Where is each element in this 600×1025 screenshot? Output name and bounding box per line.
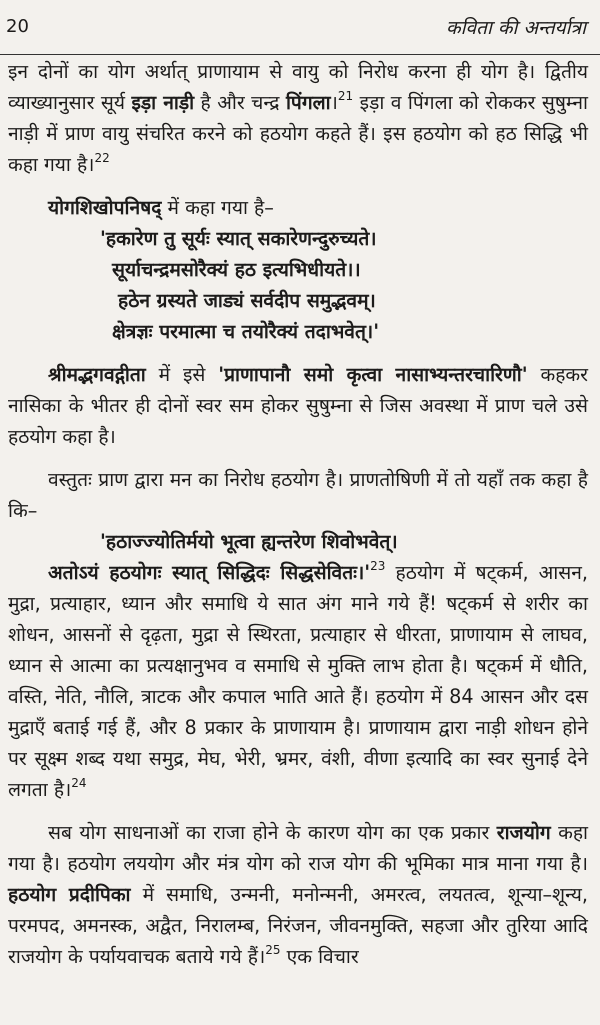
paragraph-4	[8, 464, 588, 526]
page-number: 20	[6, 16, 29, 37]
verse-line: हठेन ग्रस्यते जाड्यं सर्वदीप समुद्भवम्।	[118, 289, 376, 312]
text-run: में कहा गया है–	[161, 196, 274, 219]
bold-term: योगशिखोपनिषद्	[48, 196, 162, 219]
text-run: ।	[330, 91, 338, 114]
paragraph-6	[8, 817, 588, 972]
text-run: में समाधि, उन्मनी, मनोन्मनी, अमरत्व, लयतत्व, शून्या–शून्य, परमपद, अमनस्क, अद्वैत, निरालम्ब, निरंजन, जीवनमुक्ति, सहजा और तुरिया आदि राजयोग के पर्यायवाचक बताये गये हैं।	[8, 883, 588, 968]
text-run: वस्तुतः प्राण द्वारा मन का निरोध हठयोग है। प्राणतोषिणी में तो यहाँ तक कहा है कि–	[8, 468, 588, 522]
footnote-ref: 22	[94, 151, 110, 165]
paragraph-3	[8, 359, 588, 452]
verse-line: सूर्याचन्द्रमसोरैक्यं हठ इत्यभिधीयते।।	[112, 258, 361, 281]
bold-term: पिंगला	[285, 91, 331, 114]
body-text	[8, 56, 588, 972]
text-run: इन दोनों का योग अर्थात् प्राणायाम से वायु को निरोध करना ही योग है। द्वितीय व्याख्यानुसार सूर्य	[8, 60, 588, 114]
verse-line: 'हकारेण तु सूर्यः स्यात् सकारेणन्दुरुच्यते।	[100, 227, 377, 250]
bold-term: इड़ा नाड़ी	[131, 91, 195, 114]
verse-line: क्षेत्रज्ञः परमात्मा च तयोरैक्यं तदाभवेत्।'	[112, 320, 380, 343]
bold-term: हठयोग प्रदीपिका	[8, 883, 131, 906]
footnote-ref: 23	[370, 559, 386, 573]
footnote-ref: 24	[71, 776, 87, 790]
page-header	[0, 14, 600, 42]
verse-line: अतोऽयं हठयोगः स्यात् सिद्धिदः सिद्धसेवितः।'	[48, 561, 371, 584]
bold-term: श्रीमद्भगवद्गीता	[48, 363, 146, 386]
paragraph-5	[8, 557, 588, 805]
text-run: हठयोग में षट्कर्म, आसन, मुद्रा, प्रत्याहार, ध्यान और समाधि ये सात अंग माने गये हैं! षट्कर्म से शरीर का शोधन, आसनों से दृढ़ता, मुद्रा से स्थिरता, प्रत्याहार से धीरता, प्राणायाम से लाघव, ध्यान से आत्मा का प्रत्यक्षानुभव व समाधि से मुक्ति लाभ होता है। षट्कर्म में धौति, वस्ति, नेति, नौलि, त्राटक और कपाल भाति आते हैं। हठयोग में 84 आसन और दस मुद्राएँ बताई गई हैं, और 8 प्रकार के प्राणायाम है। प्राणायाम द्वारा नाड़ी शोधन होने पर सूक्ष्म शब्द यथा समुद्र, मेघ, भेरी, भ्रमर, वंशी, वीणा इत्यादि का स्वर सुनाई देने लगता है।	[8, 561, 588, 801]
text-run: कहा गया है। हठयोग लययोग और मंत्र योग को राज योग की भूमिका मात्र माना गया है।	[8, 821, 588, 875]
paragraph-2	[8, 192, 588, 223]
text-run: एक विचार	[280, 945, 359, 968]
text-run: कहकर नासिका के भीतर ही दोनों स्वर सम होकर सुषुम्ना से जिस अवस्था में प्राण चले उसे हठयोग कहा है।	[8, 363, 588, 448]
bold-quote: 'प्राणापानौ समो कृत्वा नासाभ्यन्तरचारिणौ'	[218, 363, 528, 386]
text-run: सब योग साधनाओं का राजा होने के कारण योग का एक प्रकार	[48, 821, 497, 844]
text-run: में इसे	[145, 363, 219, 386]
bold-term: राजयोग	[496, 821, 551, 844]
paragraph-1	[8, 56, 588, 180]
text-run: इड़ा व पिंगला को रोककर सुषुम्ना नाड़ी में प्राण वायु संचरित करने को हठयोग कहते हैं। इस हठयोग को हठ सिद्धि भी कहा गया है।	[8, 91, 588, 176]
verse-line: 'हठाज्ज्योतिर्मयो भूत्वा ह्यन्तरेण शिवोभवेत्।	[100, 530, 398, 553]
running-head: कविता की अन्तर्यात्रा	[446, 17, 586, 39]
footnote-ref: 25	[265, 943, 281, 957]
header-rule	[0, 54, 600, 55]
footnote-ref: 21	[337, 89, 354, 103]
text-run: है और चन्द्र	[194, 91, 286, 114]
